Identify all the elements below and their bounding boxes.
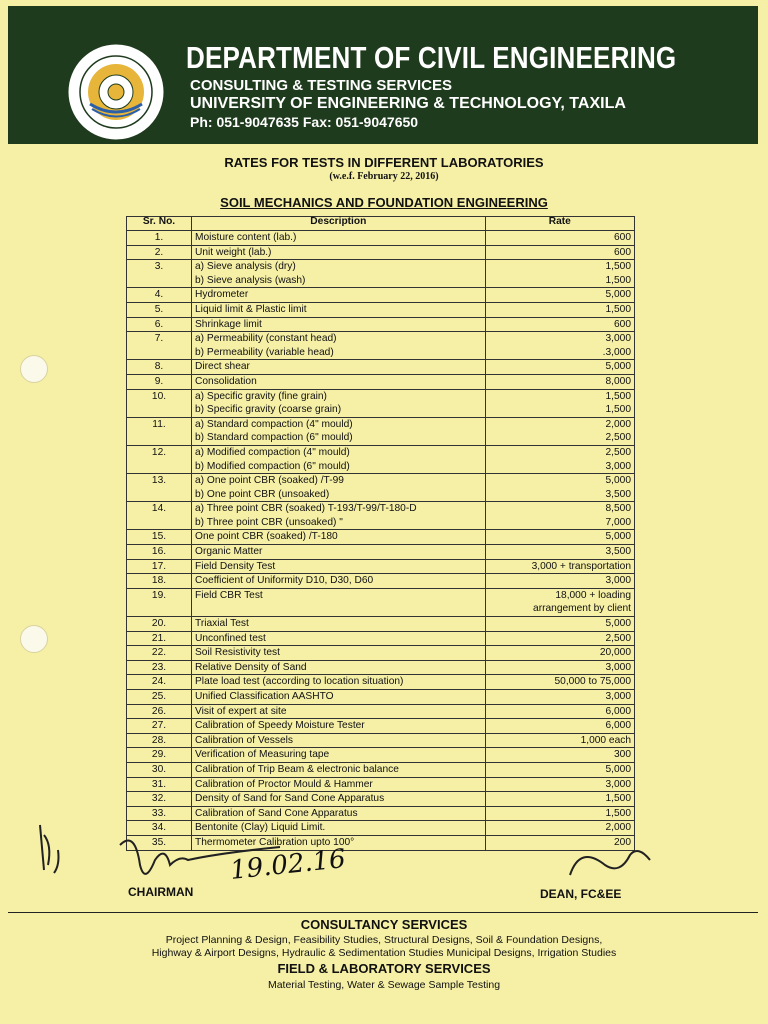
description-line: Calibration of Trip Beam & electronic balance [195, 763, 399, 775]
description-line: Calibration of Proctor Mould & Hammer [195, 778, 373, 790]
sr-no: 21. [151, 632, 167, 644]
description-line: b) One point CBR (unsoaked) [195, 488, 330, 500]
description-cell [192, 792, 486, 807]
description-cell [192, 530, 486, 545]
rate-cell [485, 389, 634, 417]
description-line: Unit weight (lab.) [195, 246, 272, 258]
section-title: SOIL MECHANICS AND FOUNDATION ENGINEERING [220, 195, 548, 210]
description-line: Calibration of Vessels [195, 734, 293, 746]
description-line: Verification of Measuring tape [195, 749, 330, 761]
sr-no: 31. [151, 778, 167, 790]
description-line: a) Specific gravity (fine grain) [195, 390, 327, 402]
description-line: Thermometer Calibration upto 100° [195, 836, 355, 848]
sr-no: 28. [151, 734, 167, 746]
description-line: a) Sieve analysis (dry) [195, 261, 296, 273]
description-line: Organic Matter [195, 546, 263, 558]
rate-value: 600 [614, 318, 631, 330]
rate-value: 2,500 [605, 446, 631, 458]
rate-value: 3,000 [605, 460, 631, 472]
rate-value: 5,000 [605, 618, 631, 630]
rate-value: 1,500 [605, 807, 631, 819]
description-line: Hydrometer [195, 289, 249, 301]
consultancy-line: Highway & Airport Designs, Hydraulic & Sedimentation Studies Municipal Designs, Irrigation Studies [151, 946, 617, 959]
description-cell [192, 617, 486, 632]
description-cell [192, 719, 486, 734]
sr-no-cell [127, 631, 192, 646]
description-line: a) Standard compaction (4" mould) [195, 418, 353, 430]
contact-numbers: Ph: 051-9047635 Fax: 051-9047650 [190, 114, 419, 130]
description-line: b) Specific gravity (coarse grain) [195, 404, 342, 416]
sr-no-cell [127, 245, 192, 260]
description-cell [192, 733, 486, 748]
table-row [127, 690, 635, 705]
rate-cell [485, 231, 634, 246]
rate-value: 5,000 [605, 763, 631, 775]
rate-value: 1,000 each [580, 734, 631, 746]
rate-value: 1,500 [605, 274, 631, 286]
consultancy-description [0, 934, 768, 959]
table-row [127, 360, 635, 375]
table-row [127, 317, 635, 332]
rate-value: 600 [614, 232, 631, 243]
services-subtitle: CONSULTING & TESTING SERVICES [190, 77, 452, 94]
sr-no-cell [127, 288, 192, 303]
sr-no: 24. [151, 676, 167, 688]
description-line: a) Permeability (constant head) [195, 333, 337, 345]
table-row [127, 733, 635, 748]
sr-no-cell [127, 445, 192, 473]
description-cell [192, 502, 486, 530]
rate-value: 3,000 + transportation [531, 560, 631, 572]
table-row [127, 245, 635, 260]
description-cell [192, 302, 486, 317]
rate-value: 300 [614, 749, 631, 761]
rate-cell [485, 631, 634, 646]
table-row [127, 288, 635, 303]
description-line: a) One point CBR (soaked) /T-99 [195, 475, 344, 487]
column-header-description: Description [192, 217, 486, 231]
rate-cell [485, 302, 634, 317]
rate-value: 3,000 [605, 691, 631, 702]
rate-cell [485, 245, 634, 260]
rate-value: 3,500 [605, 546, 631, 558]
table-row [127, 445, 635, 473]
description-cell [192, 559, 486, 574]
rate-value: 20,000 [599, 647, 631, 659]
description-line: Unified Classification AASHTO [195, 691, 334, 702]
rate-cell [485, 690, 634, 705]
rate-cell [485, 574, 634, 589]
table-row [127, 704, 635, 719]
sr-no-cell [127, 417, 192, 445]
rate-value: 2,000 [605, 822, 631, 834]
sr-no: 23. [151, 661, 167, 673]
rate-cell [485, 675, 634, 690]
department-title: DEPARTMENT OF CIVIL ENGINEERING [186, 40, 677, 75]
description-cell [192, 474, 486, 502]
description-line: Consolidation [195, 375, 257, 387]
description-cell [192, 445, 486, 473]
rate-value: .3,000 [602, 346, 631, 358]
description-line: Visit of expert at site [195, 705, 287, 717]
document-title: RATES FOR TESTS IN DIFFERENT LABORATORIES [224, 155, 544, 170]
description-cell [192, 660, 486, 675]
sr-no: 20. [151, 618, 167, 630]
rate-cell [485, 502, 634, 530]
dean-label: DEAN, FC&EE [540, 887, 622, 901]
sr-no: 5. [154, 303, 164, 315]
sr-no-cell [127, 660, 192, 675]
sr-no: 22. [151, 647, 167, 659]
sr-no-cell [127, 302, 192, 317]
sr-no: 4. [154, 289, 164, 301]
table-row [127, 719, 635, 734]
sr-no-cell [127, 646, 192, 661]
sr-no-cell [127, 559, 192, 574]
description-line: b) Permeability (variable head) [195, 346, 334, 358]
description-cell [192, 374, 486, 389]
table-row [127, 389, 635, 417]
description-cell [192, 762, 486, 777]
rate-cell [485, 617, 634, 632]
rate-value: 5,000 [605, 361, 631, 373]
description-line: Moisture content (lab.) [195, 232, 297, 243]
description-line: Liquid limit & Plastic limit [195, 303, 307, 315]
sr-no: 1. [154, 232, 164, 243]
rate-cell [485, 530, 634, 545]
rate-cell [485, 474, 634, 502]
sr-no: 17. [151, 560, 167, 572]
rate-value: 5,000 [605, 531, 631, 543]
sr-no-cell [127, 748, 192, 763]
description-line: Field CBR Test [195, 589, 263, 601]
rate-cell [485, 777, 634, 792]
description-cell [192, 631, 486, 646]
rate-value: 3,500 [605, 488, 631, 500]
rate-value: 1,500 [605, 261, 631, 273]
rate-cell [485, 288, 634, 303]
sr-no-cell [127, 690, 192, 705]
sr-no-cell [127, 777, 192, 792]
description-cell [192, 675, 486, 690]
sr-no: 16. [151, 546, 167, 558]
sr-no: 32. [151, 793, 167, 805]
dean-signature [560, 835, 660, 895]
rate-value: 3,000 [605, 778, 631, 790]
consultancy-line: Project Planning & Design, Feasibility Studies, Structural Designs, Soil & Foundation Designs, [165, 934, 603, 946]
sr-no-cell [127, 231, 192, 246]
sr-no: 29. [151, 749, 167, 761]
table-row [127, 748, 635, 763]
table-row [127, 502, 635, 530]
table-row [127, 545, 635, 560]
sr-no-cell [127, 317, 192, 332]
table-row [127, 762, 635, 777]
description-line: Calibration of Sand Cone Apparatus [195, 807, 358, 819]
table-row [127, 417, 635, 445]
table-row [127, 559, 635, 574]
description-line: Shrinkage limit [195, 318, 262, 330]
rate-value: 1,500 [605, 303, 631, 315]
sr-no-cell [127, 530, 192, 545]
sr-no: 8. [154, 361, 164, 373]
sr-no: 14. [151, 503, 167, 515]
sr-no-cell [127, 719, 192, 734]
sr-no: 18. [151, 575, 167, 587]
description-line: Calibration of Speedy Moisture Tester [195, 720, 365, 732]
sr-no-cell [127, 704, 192, 719]
sr-no-cell [127, 332, 192, 360]
description-cell [192, 360, 486, 375]
rate-value: 200 [614, 836, 631, 848]
table-row [127, 332, 635, 360]
rate-cell [485, 317, 634, 332]
sr-no: 35. [151, 836, 167, 848]
description-line: Plate load test (according to location situation) [195, 676, 404, 688]
description-line: b) Modified compaction (6" mould) [195, 460, 350, 472]
sr-no: 7. [154, 333, 164, 345]
rate-cell [485, 559, 634, 574]
description-cell [192, 231, 486, 246]
description-cell [192, 245, 486, 260]
table-row [127, 260, 635, 288]
sr-no: 27. [151, 720, 167, 732]
description-cell [192, 704, 486, 719]
rate-value: 8,500 [605, 503, 631, 515]
sr-no-cell [127, 502, 192, 530]
rate-value: 2,000 [605, 418, 631, 430]
rate-cell [485, 719, 634, 734]
rate-value: 6,000 [605, 705, 631, 717]
rate-value: 3,000 [605, 575, 631, 587]
table-header-row [127, 217, 635, 231]
university-name: UNIVERSITY OF ENGINEERING & TECHNOLOGY, TAXILA [190, 95, 626, 112]
table-row [127, 302, 635, 317]
description-line: Density of Sand for Sand Cone Apparatus [195, 793, 385, 805]
effective-date: (w.e.f. February 22, 2016) [329, 171, 439, 182]
description-line: b) Three point CBR (unsoaked) " [195, 516, 343, 528]
sr-no-cell [127, 260, 192, 288]
description-line: a) Three point CBR (soaked) T-193/T-99/T-180-D [195, 503, 417, 515]
sr-no-cell [127, 545, 192, 560]
table-row [127, 231, 635, 246]
rate-value: 7,000 [605, 516, 631, 528]
rate-value: 18,000 + loading [555, 589, 631, 601]
rate-value: 6,000 [605, 720, 631, 732]
signature-block [0, 815, 768, 915]
description-line: Unconfined test [195, 632, 266, 644]
sr-no-cell [127, 733, 192, 748]
sr-no-cell [127, 588, 192, 616]
sr-no-cell [127, 675, 192, 690]
rates-table [126, 216, 635, 851]
punch-hole [20, 625, 48, 653]
description-line: Bentonite (Clay) Liquid Limit. [195, 822, 326, 834]
rate-cell [485, 545, 634, 560]
rate-cell [485, 660, 634, 675]
sr-no: 33. [151, 807, 167, 819]
description-cell [192, 690, 486, 705]
table-row [127, 574, 635, 589]
field-services-description: Material Testing, Water & Sewage Sample Testing [267, 979, 501, 991]
sr-no: 6. [154, 318, 164, 330]
sr-no-cell [127, 374, 192, 389]
rate-value: 5,000 [605, 289, 631, 301]
rate-cell [485, 748, 634, 763]
sr-no: 25. [151, 691, 167, 702]
handwritten-date: 19.02.16 [228, 844, 348, 886]
consultancy-title: CONSULTANCY SERVICES [300, 917, 468, 932]
rate-value: 3,000 [605, 661, 631, 673]
rate-cell [485, 260, 634, 288]
footer-divider [8, 912, 758, 913]
table-row [127, 374, 635, 389]
description-cell [192, 288, 486, 303]
table-row [127, 660, 635, 675]
rate-value: 8,000 [605, 375, 631, 387]
sr-no: 34. [151, 822, 167, 834]
rate-value: 3,000 [605, 333, 631, 345]
rate-value: 1,500 [605, 390, 631, 402]
table-row [127, 792, 635, 807]
rate-value: 600 [614, 246, 631, 258]
rate-cell [485, 762, 634, 777]
table-row [127, 530, 635, 545]
rate-value: 2,500 [605, 632, 631, 644]
sr-no: 26. [151, 705, 167, 717]
description-cell [192, 317, 486, 332]
description-line: Field Density Test [195, 560, 276, 572]
description-line: a) Modified compaction (4" mould) [195, 446, 350, 458]
description-cell [192, 545, 486, 560]
sr-no: 12. [151, 446, 167, 458]
description-cell [192, 748, 486, 763]
letterhead-banner [8, 6, 758, 144]
description-line: Coefficient of Uniformity D10, D30, D60 [195, 575, 374, 587]
description-cell [192, 260, 486, 288]
rate-value: 1,500 [605, 793, 631, 805]
rate-cell [485, 792, 634, 807]
rate-cell [485, 332, 634, 360]
description-cell [192, 389, 486, 417]
rate-value: arrangement by client [533, 603, 631, 615]
rate-value: 50,000 to 75,000 [554, 676, 631, 688]
description-cell [192, 332, 486, 360]
sr-no-cell [127, 574, 192, 589]
rate-cell [485, 733, 634, 748]
rate-value: 1,500 [605, 404, 631, 416]
sr-no: 19. [151, 589, 167, 601]
sr-no: 15. [151, 531, 167, 543]
description-line: b) Sieve analysis (wash) [195, 274, 306, 286]
description-cell [192, 777, 486, 792]
sr-no: 13. [151, 475, 167, 487]
description-cell [192, 417, 486, 445]
table-row [127, 777, 635, 792]
description-cell [192, 646, 486, 661]
rate-cell [485, 445, 634, 473]
sr-no-cell [127, 762, 192, 777]
table-row [127, 588, 635, 616]
rate-cell [485, 588, 634, 616]
sr-no: 11. [152, 418, 166, 430]
sr-no: 3. [154, 261, 164, 273]
description-line: Relative Density of Sand [195, 661, 307, 673]
sr-no: 2. [154, 246, 164, 258]
sr-no-cell [127, 474, 192, 502]
description-line: Soil Resistivity test [195, 647, 280, 659]
sr-no-cell [127, 792, 192, 807]
sr-no-cell [127, 617, 192, 632]
table-row [127, 675, 635, 690]
rate-value: 5,000 [605, 475, 631, 487]
description-cell [192, 588, 486, 616]
sr-no: 9. [154, 375, 164, 387]
rate-cell [485, 646, 634, 661]
rate-cell [485, 704, 634, 719]
rate-value: 2,500 [605, 432, 631, 444]
description-line: One point CBR (soaked) /T-180 [195, 531, 338, 543]
chairman-label: CHAIRMAN [128, 885, 194, 899]
punch-hole [20, 355, 48, 383]
description-line: Triaxial Test [195, 618, 249, 630]
university-logo [66, 42, 166, 142]
column-header-sr: Sr. No. [127, 217, 192, 231]
rate-cell [485, 374, 634, 389]
description-line: Direct shear [195, 361, 250, 373]
table-row [127, 617, 635, 632]
sr-no: 30. [151, 763, 167, 775]
sr-no: 10. [151, 390, 167, 402]
table-row [127, 631, 635, 646]
table-row [127, 474, 635, 502]
sr-no-cell [127, 360, 192, 375]
description-line: b) Standard compaction (6" mould) [195, 432, 353, 444]
table-row [127, 646, 635, 661]
field-services-title: FIELD & LABORATORY SERVICES [277, 961, 491, 976]
sr-no-cell [127, 389, 192, 417]
column-header-rate: Rate [485, 217, 634, 231]
rate-cell [485, 417, 634, 445]
description-cell [192, 574, 486, 589]
rate-cell [485, 360, 634, 375]
